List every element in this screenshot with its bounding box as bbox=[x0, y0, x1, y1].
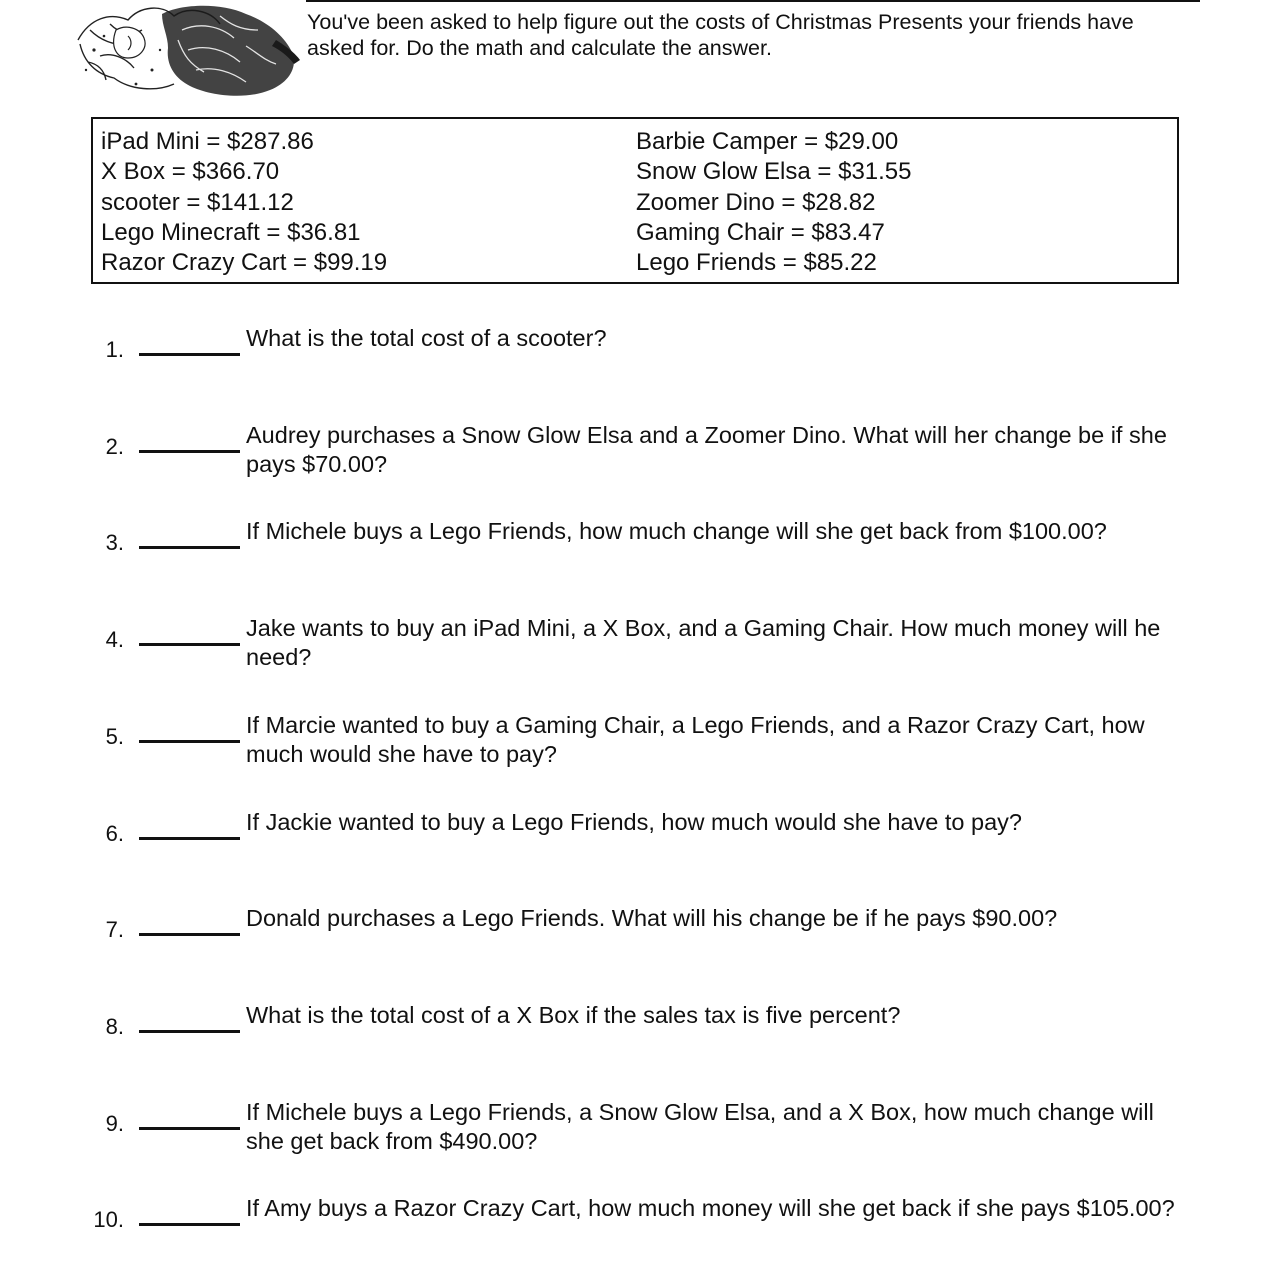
price-list-left-column bbox=[101, 127, 387, 278]
header-rule bbox=[306, 0, 1200, 2]
price-item: Snow Glow Elsa = $31.55 bbox=[636, 158, 912, 186]
answer-blank[interactable] bbox=[139, 450, 240, 453]
question-number: 7. bbox=[105, 917, 124, 942]
question-number: 2. bbox=[105, 434, 124, 459]
question-9 bbox=[0, 1098, 1275, 1158]
question-number: 9. bbox=[105, 1111, 124, 1136]
question-text: Audrey purchases a Snow Glow Elsa and a Zoomer Dino. What will her change be if she pays $70.00? bbox=[246, 422, 1167, 477]
price-item: Gaming Chair = $83.47 bbox=[636, 218, 885, 246]
price-list-right-column bbox=[636, 127, 912, 278]
question-text: If Amy buys a Razor Crazy Cart, how much money will she get back if she pays $105.00? bbox=[246, 1195, 1175, 1221]
question-6 bbox=[0, 808, 1275, 868]
question-text: Jake wants to buy an iPad Mini, a X Box, and a Gaming Chair. How much money will he need? bbox=[246, 615, 1161, 670]
price-item: Zoomer Dino = $28.82 bbox=[636, 188, 876, 216]
price-item: scooter = $141.12 bbox=[101, 188, 294, 216]
question-7 bbox=[0, 904, 1275, 964]
price-item: Razor Crazy Cart = $99.19 bbox=[101, 249, 388, 277]
question-text: What is the total cost of a scooter? bbox=[246, 325, 607, 351]
question-text: If Marcie wanted to buy a Gaming Chair, a Lego Friends, and a Razor Crazy Cart, how much would she have to pay? bbox=[246, 712, 1145, 767]
answer-blank[interactable] bbox=[139, 1127, 240, 1130]
question-number: 3. bbox=[105, 530, 124, 555]
answer-blank[interactable] bbox=[139, 1030, 240, 1033]
answer-blank[interactable] bbox=[139, 740, 240, 743]
question-number: 1. bbox=[105, 337, 124, 362]
question-4 bbox=[0, 614, 1275, 674]
price-item: iPad Mini = $287.86 bbox=[101, 128, 314, 155]
question-text: What is the total cost of a X Box if the sales tax is five percent? bbox=[246, 1002, 901, 1028]
question-5 bbox=[0, 711, 1275, 771]
price-item: Barbie Camper = $29.00 bbox=[636, 128, 899, 155]
question-1 bbox=[0, 324, 1275, 384]
question-number: 4. bbox=[105, 627, 124, 652]
question-text: If Michele buys a Lego Friends, a Snow Glow Elsa, and a X Box, how much change will she get back from $490.00? bbox=[246, 1099, 1154, 1154]
question-3 bbox=[0, 517, 1275, 577]
price-item: X Box = $366.70 bbox=[101, 158, 280, 186]
answer-blank[interactable] bbox=[139, 353, 240, 356]
question-text: If Jackie wanted to buy a Lego Friends, how much would she have to pay? bbox=[246, 809, 1022, 835]
question-text: Donald purchases a Lego Friends. What will his change be if he pays $90.00? bbox=[246, 905, 1058, 931]
question-2 bbox=[0, 421, 1275, 481]
answer-blank[interactable] bbox=[139, 933, 240, 936]
christmas-clipart-illustration bbox=[70, 0, 302, 104]
price-item: Lego Minecraft = $36.81 bbox=[101, 218, 361, 246]
question-text: If Michele buys a Lego Friends, how much change will she get back from $100.00? bbox=[246, 518, 1107, 544]
question-number: 6. bbox=[105, 821, 124, 846]
price-list-box bbox=[91, 117, 1179, 284]
question-10 bbox=[0, 1194, 1275, 1254]
question-number: 5. bbox=[105, 724, 124, 749]
answer-blank[interactable] bbox=[139, 546, 240, 549]
answer-blank[interactable] bbox=[139, 643, 240, 646]
instructions-text: You've been asked to help figure out the costs of Christmas Presents your friends have asked for. Do the math and calculate the answer. bbox=[307, 10, 1134, 60]
question-8 bbox=[0, 1001, 1275, 1061]
answer-blank[interactable] bbox=[139, 1223, 240, 1226]
question-number: 10. bbox=[93, 1207, 124, 1232]
question-number: 8. bbox=[105, 1014, 124, 1039]
answer-blank[interactable] bbox=[139, 837, 240, 840]
price-item: Lego Friends = $85.22 bbox=[636, 249, 877, 277]
